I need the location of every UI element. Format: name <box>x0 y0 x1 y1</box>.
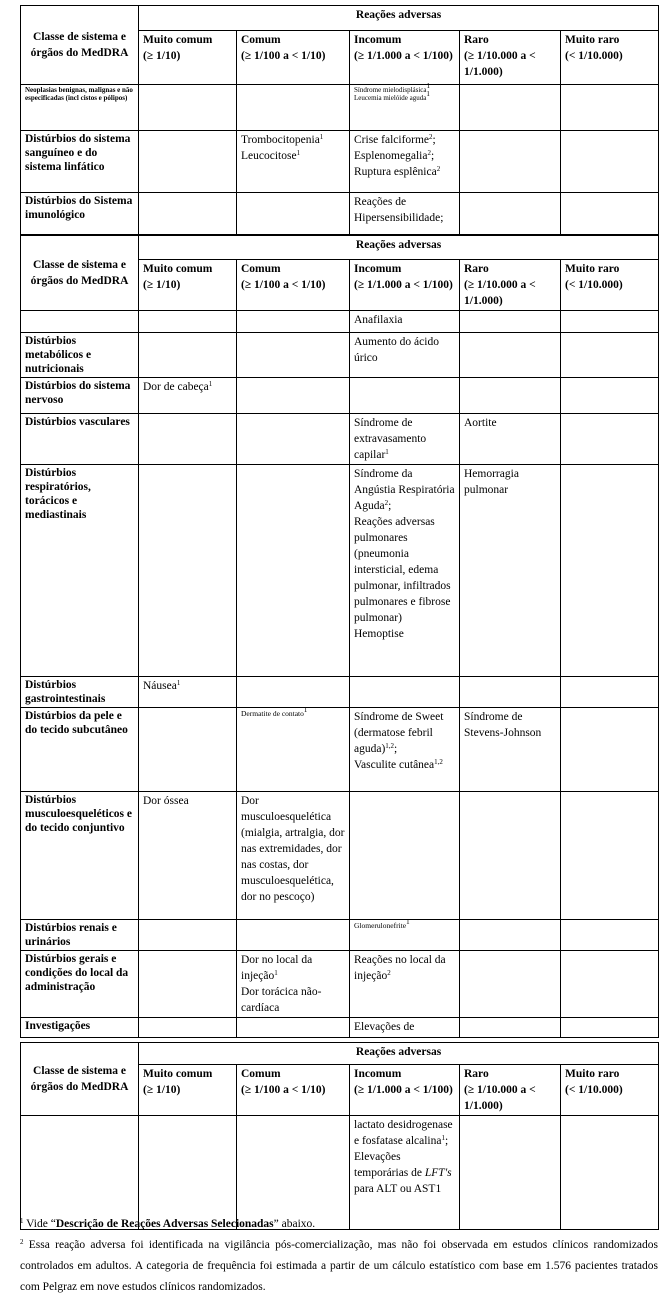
class-cell: Distúrbios musculoesqueléticos e do tecido conjuntivo <box>21 792 139 920</box>
muito-comum-cell: Dor óssea <box>139 792 237 920</box>
incomum-cell: Reações de Hipersensibilidade; <box>350 193 460 235</box>
header-class-col: Classe de sistema e órgãos do MedDRA <box>21 6 139 85</box>
raro-cell: Aortite <box>460 414 561 465</box>
header-incomum: Incomum (≥ 1/1.000 a < 1/100) <box>350 1065 460 1116</box>
header-class-col: Classe de sistema e órgãos do MedDRA <box>21 236 139 311</box>
incomum-cell: Síndrome de extravasamento capilar$^1$ <box>350 414 460 465</box>
incomum-cell: Síndrome mielodisplásica$^1$ Leucemia mielóide aguda$^1$ <box>350 85 460 131</box>
table-row <box>21 378 659 414</box>
class-cell: Distúrbios respiratórios, torácicos e mediastinais <box>21 465 139 677</box>
table-row <box>21 193 659 235</box>
header-class-col: Classe de sistema e órgãos do MedDRA <box>21 1043 139 1116</box>
header-comum: Comum (≥ 1/100 a < 1/10) <box>237 31 350 85</box>
header-muito-raro: Muito raro (< 1/10.000) <box>561 1065 659 1116</box>
incomum-cell: Anafilaxia <box>350 311 460 333</box>
header-group: Reações adversas <box>139 1043 659 1065</box>
table-block-3 <box>20 1042 659 1230</box>
comum-cell: Trombocitopenia$^1$ Leucocitose$^1$ <box>237 131 350 193</box>
incomum-cell: Elevações de <box>350 1018 460 1038</box>
header-group: Reações adversas <box>139 236 659 260</box>
table-row <box>21 333 659 378</box>
table-row <box>21 951 659 1018</box>
header-muito-comum: Muito comum (≥ 1/10) <box>139 260 237 311</box>
header-comum: Comum (≥ 1/100 a < 1/10) <box>237 260 350 311</box>
header-raro: Raro (≥ 1/10.000 a < 1/1.000) <box>460 260 561 311</box>
muito-comum-cell: Náusea$^1$ <box>139 677 237 708</box>
table-block-2 <box>20 235 659 1038</box>
comum-cell: Dor musculoesquelética (mialgia, artralgia, dor nas extremidades, dor nas costas, dor musculoesquelética, dor no pescoço) <box>237 792 350 920</box>
header-comum: Comum (≥ 1/100 a < 1/10) <box>237 1065 350 1116</box>
incomum-cell: lactato desidrogenase e fosfatase alcalina$^1$; Elevações temporárias de LFT's para ALT ou AST1 <box>350 1116 460 1230</box>
class-cell: Distúrbios da pele e do tecido subcutâneo <box>21 708 139 792</box>
class-cell: Distúrbios vasculares <box>21 414 139 465</box>
header-raro: Raro (≥ 1/10.000 a < 1/1.000) <box>460 31 561 85</box>
comum-cell: Dor no local da injeção$^1$ Dor torácica não-cardíaca <box>237 951 350 1018</box>
class-cell: Distúrbios metabólicos e nutricionais <box>21 333 139 378</box>
comum-cell: Dermatite de contato$^1$ <box>237 708 350 792</box>
incomum-cell: Aumento do ácido úrico <box>350 333 460 378</box>
footnotes <box>20 1216 658 1298</box>
header-incomum: Incomum (≥ 1/1.000 a < 1/100) <box>350 260 460 311</box>
class-cell: Distúrbios gerais e condições do local da administração <box>21 951 139 1018</box>
header-muito-comum: Muito comum (≥ 1/10) <box>139 31 237 85</box>
footnote-1: $^1$ Vide “Descrição de Reações Adversas Selecionadas” abaixo. <box>20 1217 316 1230</box>
raro-cell: Hemorragia pulmonar <box>460 465 561 677</box>
table-row <box>21 677 659 708</box>
class-cell: Distúrbios gastrointestinais <box>21 677 139 708</box>
header-incomum: Incomum (≥ 1/1.000 a < 1/100) <box>350 31 460 85</box>
table-row <box>21 1018 659 1038</box>
adverse-reactions-tables <box>20 5 658 1230</box>
class-cell: Neoplasias benignas, malignas e não especificadas (incl cistos e pólipos) <box>21 85 139 131</box>
table-row <box>21 920 659 951</box>
table-row <box>21 1116 659 1230</box>
incomum-cell: Reações no local da injeção$^2$ <box>350 951 460 1018</box>
incomum-cell: Glomerulonefrite$^1$ <box>350 920 460 951</box>
incomum-cell: Síndrome de Sweet (dermatose febril aguda)$^{1,2}$; Vasculite cutânea$^{1,2}$ <box>350 708 460 792</box>
table-block-1 <box>20 5 659 235</box>
class-cell: Distúrbios renais e urinários <box>21 920 139 951</box>
header-group: Reações adversas <box>139 6 659 31</box>
table-row <box>21 792 659 920</box>
table-row <box>21 131 659 193</box>
table-row <box>21 708 659 792</box>
header-raro: Raro (≥ 1/10.000 a < 1/1.000) <box>460 1065 561 1116</box>
header-muito-comum: Muito comum (≥ 1/10) <box>139 1065 237 1116</box>
class-cell: Distúrbios do Sistema imunológico <box>21 193 139 235</box>
table-row <box>21 85 659 131</box>
incomum-cell: Síndrome da Angústia Respiratória Aguda$^2$; Reações adversas pulmonares (pneumonia intersticial, edema pulmonar, infiltrados pulmonares e fibrose pulmonar) Hemoptise <box>350 465 460 677</box>
footnote-2: $^2$ Essa reação adversa foi identificada na vigilância pós-comercialização, mas não foi observada em estudos clínicos randomizados controlados em adultos. A categoria de frequência foi estimada a partir de um cálculo estatístico com base em 1.576 pacientes tratados com Pelgraz em nove estudos clínicos randomizados. <box>20 1238 659 1293</box>
header-muito-raro: Muito raro (< 1/10.000) <box>561 260 659 311</box>
class-cell: Investigações <box>21 1018 139 1038</box>
raro-cell: Síndrome de Stevens-Johnson <box>460 708 561 792</box>
class-cell: Distúrbios do sistema sanguíneo e do sistema linfático <box>21 131 139 193</box>
incomum-cell: Crise falciforme$^2$; Esplenomegalia$^2$; Ruptura esplênica$^2$ <box>350 131 460 193</box>
muito-comum-cell: Dor de cabeça$^1$ <box>139 378 237 414</box>
header-muito-raro: Muito raro (< 1/10.000) <box>561 31 659 85</box>
table-row <box>21 311 659 333</box>
table-row <box>21 414 659 465</box>
class-cell: Distúrbios do sistema nervoso <box>21 378 139 414</box>
table-row <box>21 465 659 677</box>
